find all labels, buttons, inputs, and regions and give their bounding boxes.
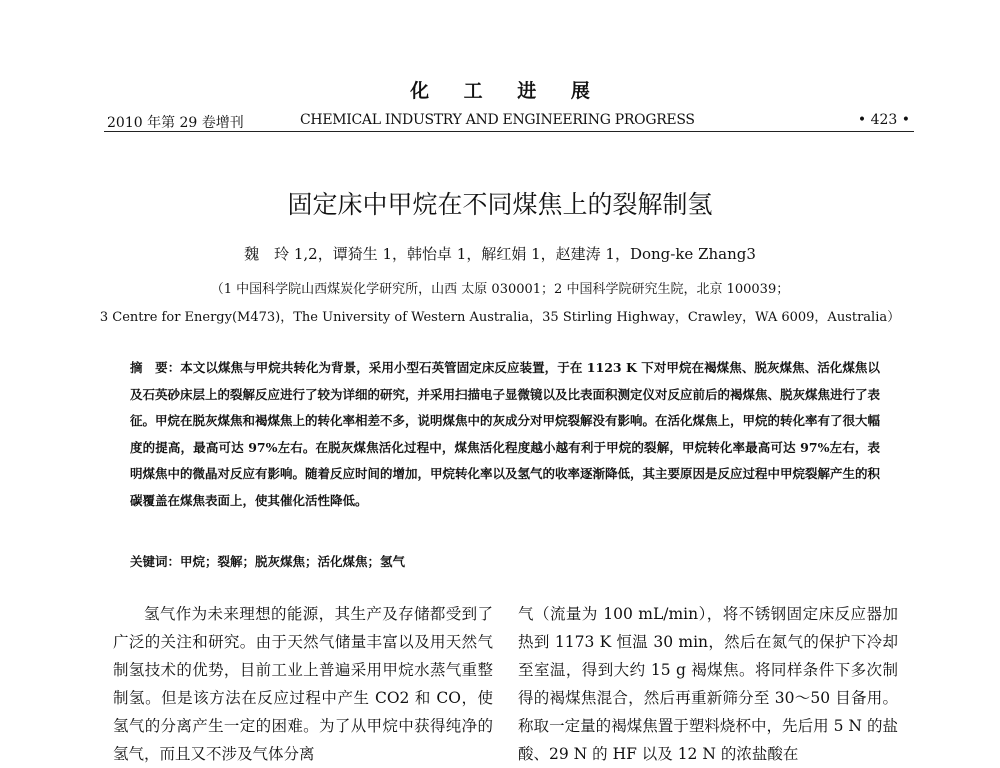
journal-name-chinese: 化 工 进 展 <box>410 80 590 102</box>
affiliation-line-1: （1 中国科学院山西煤炭化学研究所，山西 太原 030001；2 中国科学院研究生院，北京 100039； <box>210 282 790 297</box>
abstract-text: 本文以煤焦与甲烷共转化为背景，采用小型石英管固定床反应装置，于在 1123 K 下对甲烷在褐煤焦、脱灰煤焦、活化煤焦以及石英砂床层上的裂解反应进行了较为详细的研究，并采用扫描电子显微镜以及比表面积测定仪对反应前后的褐煤焦、脱灰煤焦进行了表征。甲烷在脱灰煤焦和褐煤焦上的转化率相差不多，说明煤焦中的灰成分对甲烷裂解没有影响。在活化煤焦上，甲烷的转化率有了很大幅度的提高，最高可达 97%左右。在脱灰煤焦活化过程中，煤焦活化程度越小越有利于甲烷的裂解，甲烷转化率最高可达 97%左右，表明煤焦中的微晶对反应有影响。随着反应时间的增加，甲烷转化率以及氢气的收率逐渐降低，其主要原因是反应过程中甲烷裂解产生的积碳覆盖在煤焦表面上，使其催化活性降低。 <box>130 360 881 508</box>
author-list: 魏 玲 1,2，谭猗生 1，韩怡卓 1，解红娟 1，赵建涛 1，Dong-ke Zhang3 <box>244 245 756 263</box>
header-divider <box>104 131 914 132</box>
abstract <box>130 355 880 515</box>
body-right-column: 气（流量为 100 mL/min），将不锈钢固定床反应器加热到 1173 K 恒温 30 min，然后在氮气的保护下冷却至室温，得到大约 15 g 褐煤焦。将同样条件下多次制得的褐煤焦混合，然后再重新筛分至 30～50 目备用。称取一定量的褐煤焦置于塑料烧杯中，先后用 5 N 的盐酸、29 N 的 HF 以及 12 N 的浓盐酸在 <box>518 605 898 763</box>
page-number: • 423 • <box>857 112 910 128</box>
keywords <box>130 552 405 570</box>
journal-name-english: CHEMICAL INDUSTRY AND ENGINEERING PROGRESS <box>300 112 695 128</box>
paper-title: 固定床中甲烷在不同煤焦上的裂解制氢 <box>287 190 713 219</box>
body-left-column: 氢气作为未来理想的能源，其生产及存储都受到了广泛的关注和研究。由于天然气储量丰富以及用天然气制氢技术的优势，目前工业上普遍采用甲烷水蒸气重整制氢。但是该方法在反应过程中产生 CO2 和 CO，使氢气的分离产生一定的困难。为了从甲烷中获得纯净的氢气，而且又不涉及气体分离 <box>113 605 493 763</box>
affiliation-line-2: 3 Centre for Energy(M473)，The University of Western Australia，35 Stirling Highway，Crawley，WA 6009，Australia） <box>99 310 901 325</box>
issue-info: 2010 年第 29 卷增刊 <box>107 115 244 131</box>
keywords-label: 关键词： <box>130 554 181 569</box>
keywords-text: 甲烷；裂解；脱灰煤焦；活化煤焦；氢气 <box>180 554 406 569</box>
abstract-label: 摘 要： <box>130 360 181 375</box>
